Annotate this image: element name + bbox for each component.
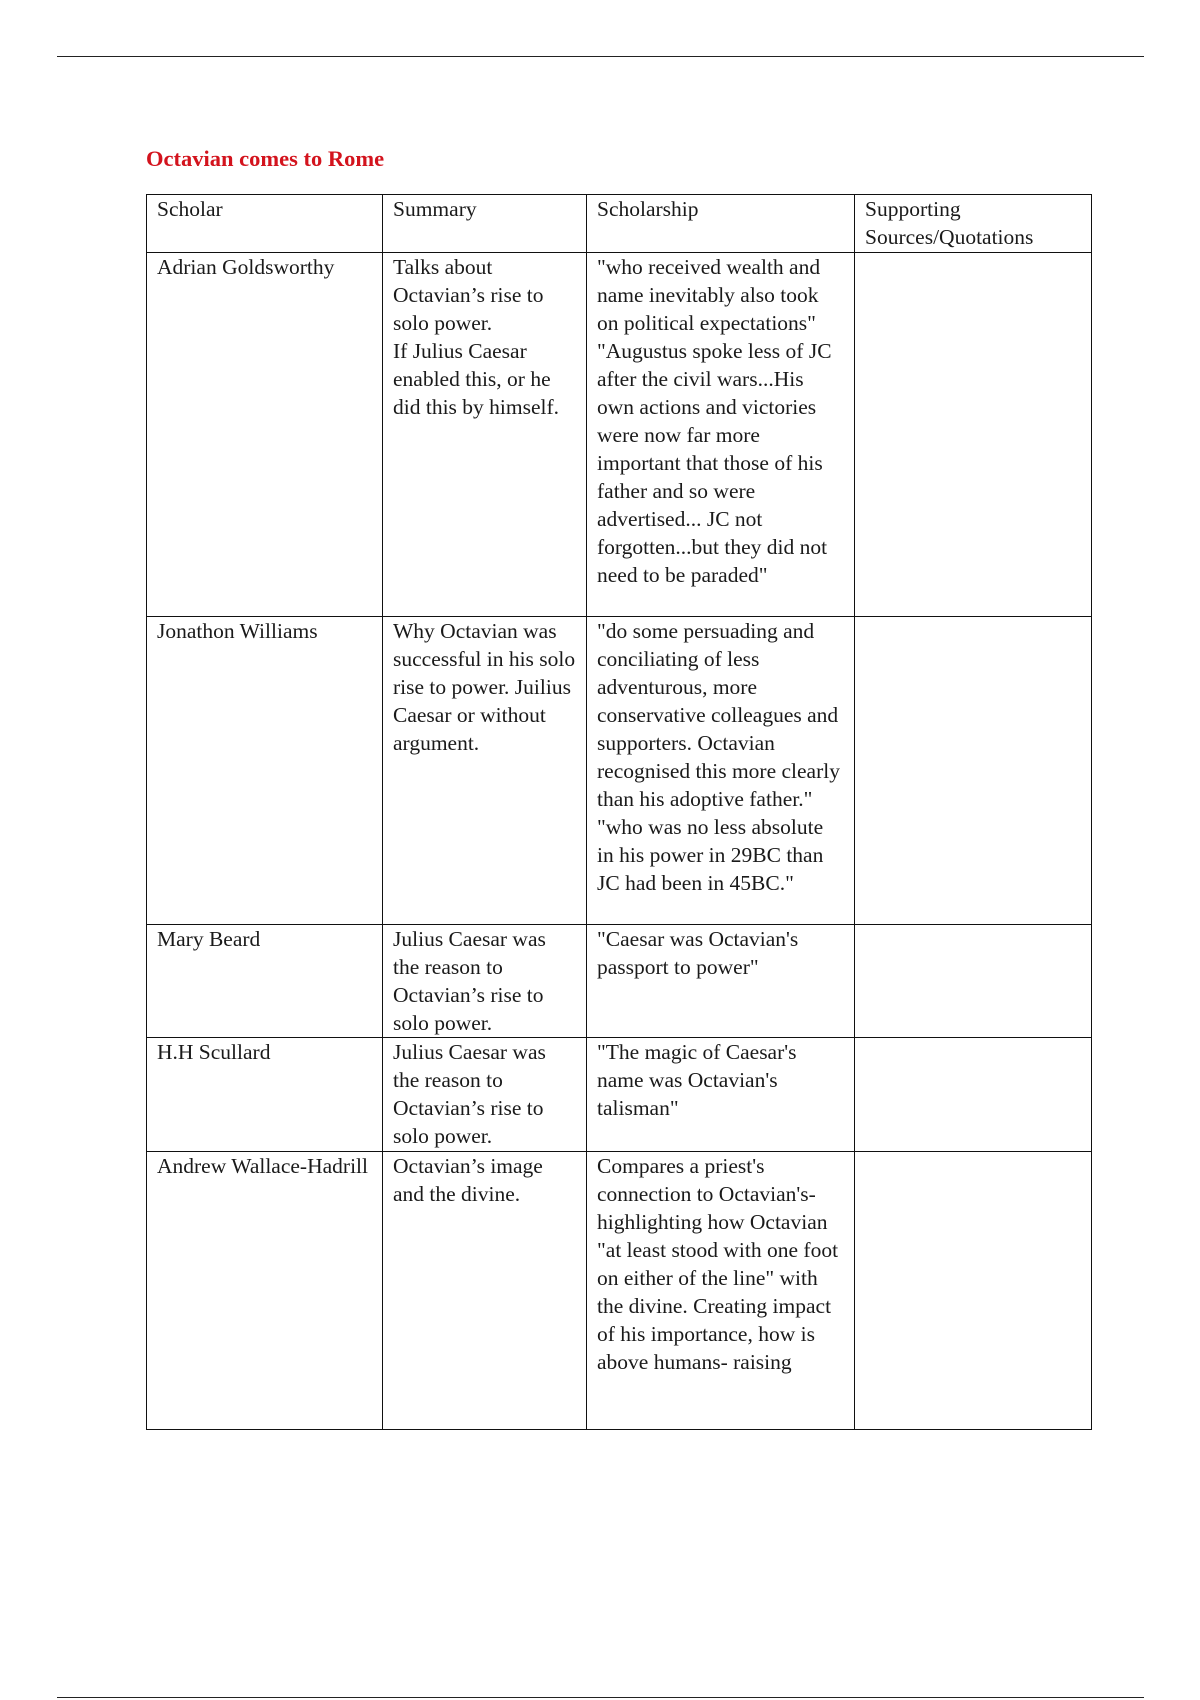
header-scholar: Scholar (147, 195, 383, 253)
cell-scholarship: "do some persuading and conciliating of less adventurous, more conservative colleagues and supporters. Octavian recognised this more clearly than his adoptive father." "who was no less absolute in his power in 29BC than JC had been in 45BC." (587, 617, 855, 925)
table-row (147, 253, 1092, 617)
table-header-row (147, 195, 1092, 253)
table-row (147, 617, 1092, 925)
table-row (147, 925, 1092, 1038)
cell-scholar: Andrew Wallace-Hadrill (147, 1152, 383, 1430)
section-title: Octavian comes to Rome (146, 146, 385, 171)
page-bottom-rule (57, 1697, 1144, 1698)
header-sources: Supporting Sources/Quotations (855, 195, 1092, 253)
cell-sources (855, 253, 1092, 617)
summary-line: Julius Caesar was the reason to Octavian’s rise to solo power. (393, 1040, 546, 1148)
cell-summary (383, 617, 587, 925)
summary-line: Octavian’s image and the divine. (393, 1154, 543, 1206)
summary-line: Why Octavian was successful in his solo rise to power. Juilius Caesar or without argument. (393, 619, 576, 755)
cell-sources (855, 925, 1092, 1038)
cell-scholarship: "The magic of Caesar's name was Octavian's talisman" (587, 1038, 855, 1152)
table-row (147, 1038, 1092, 1152)
summary-line: Talks about Octavian’s rise to solo power. (393, 255, 544, 335)
cell-summary (383, 925, 587, 1038)
summary-line: If Julius Caesar enabled this, or he did this by himself. (393, 339, 560, 419)
cell-scholarship: "Caesar was Octavian's passport to power" (587, 925, 855, 1038)
cell-summary (383, 253, 587, 617)
cell-sources (855, 1152, 1092, 1430)
header-summary: Summary (383, 195, 587, 253)
page-top-rule (57, 56, 1144, 57)
table-row (147, 1152, 1092, 1430)
cell-scholar: Adrian Goldsworthy (147, 253, 383, 617)
cell-summary (383, 1152, 587, 1430)
cell-scholar: Jonathon Williams (147, 617, 383, 925)
cell-summary (383, 1038, 587, 1152)
cell-scholarship: Compares a priest's connection to Octavian's- highlighting how Octavian "at least stood with one foot on either of the line" with the divine. Creating impact of his importance, how is above humans- raising (587, 1152, 855, 1430)
cell-scholarship: "who received wealth and name inevitably also took on political expectations" "Augustus spoke less of JC after the civil wars...His own actions and victories were now far more important that those of his father and so were advertised... JC not forgotten...but they did not need to be paraded" (587, 253, 855, 617)
header-scholarship: Scholarship (587, 195, 855, 253)
scholars-table (146, 194, 1092, 1430)
summary-line: Julius Caesar was the reason to Octavian’s rise to solo power. (393, 927, 546, 1035)
cell-scholar: H.H Scullard (147, 1038, 383, 1152)
cell-sources (855, 1038, 1092, 1152)
cell-sources (855, 617, 1092, 925)
cell-scholar: Mary Beard (147, 925, 383, 1038)
